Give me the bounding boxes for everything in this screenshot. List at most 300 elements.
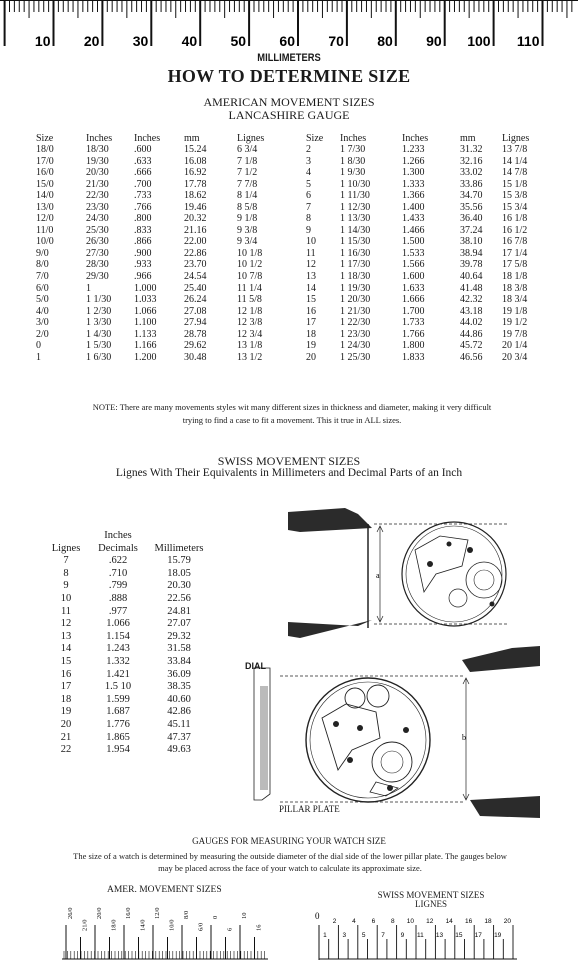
table-cell: 15 1/8: [502, 178, 528, 190]
gauge-label: 4: [352, 918, 356, 925]
table-row: [36, 259, 292, 271]
ruler-unit-label: MILLIMETERS: [257, 52, 321, 64]
table-cell: 7 1/8: [237, 155, 258, 167]
table-cell: 12 3/8: [237, 317, 263, 329]
table-cell: 10 7/8: [237, 271, 263, 283]
table-cell: 1 22/30: [340, 317, 371, 329]
gauge-label: 18/0: [110, 919, 118, 931]
american-heading: AMERICAN MOVEMENT SIZES: [203, 95, 375, 109]
table-cell: 16.92: [184, 167, 207, 179]
table-cell: 22.86: [184, 247, 207, 259]
table-cell: 1.633: [402, 282, 425, 294]
table-cell: .733: [134, 190, 152, 202]
table-cell: 1.000: [134, 282, 157, 294]
table-cell: 0: [36, 340, 41, 352]
table-cell: 31.58: [167, 643, 191, 655]
table-cell: 14 1/4: [502, 155, 528, 167]
amer-gauge-label: AMER. MOVEMENT SIZES: [107, 885, 222, 895]
table-cell: 44.86: [460, 328, 483, 340]
table-cell: 27.07: [167, 618, 191, 630]
table-row: [306, 317, 547, 329]
gauge-label: 12/0: [154, 907, 161, 919]
american-note: NOTE: There are many movements styles wit many different sizes in thickness and diameter, making it very difficult trying to find a case to fit a movement. This it true in ALL sizes.: [92, 402, 492, 425]
table-cell: 18.05: [167, 567, 191, 579]
table-cell: .700: [134, 178, 152, 190]
table-cell: 4/0: [36, 305, 49, 317]
table-cell: 1.599: [106, 693, 130, 705]
table-cell: 1.954: [106, 744, 130, 756]
table-row: [36, 144, 292, 156]
table-cell: 8: [306, 213, 311, 225]
table-row: [306, 167, 547, 179]
table-cell: 15.79: [167, 555, 191, 567]
table-row: [36, 340, 292, 352]
gauge-label: 3: [342, 932, 347, 939]
table-cell: 19 7/8: [502, 328, 528, 340]
table-cell: 1.033: [134, 294, 157, 306]
swiss-gauge: [305, 905, 535, 960]
gauge-label: 10: [406, 918, 414, 925]
table-cell: 16 1/2: [502, 224, 528, 236]
table-cell: 17 1/4: [502, 247, 528, 259]
table-cell: 9 3/4: [237, 236, 258, 248]
table-cell: 1.400: [402, 201, 425, 213]
table-row: [40, 618, 214, 631]
table-cell: 20: [306, 351, 316, 363]
swiss-gauge-label-1: SWISS MOVEMENT SIZES: [377, 890, 485, 900]
table-cell: 25/30: [86, 224, 109, 236]
table-row: [36, 225, 292, 237]
table-cell: 22/30: [86, 190, 109, 202]
table-cell: 9/0: [36, 247, 49, 259]
table-cell: 46.56: [460, 351, 483, 363]
column-header: Lignes: [237, 133, 265, 144]
table-cell: 1.800: [402, 340, 425, 352]
gauge-label: 26/0: [67, 907, 74, 919]
table-cell: 19: [60, 706, 72, 718]
table-row: [40, 681, 214, 694]
table-cell: 1.687: [106, 706, 130, 718]
table-cell: 1 21/30: [340, 305, 371, 317]
table-cell: 34.70: [460, 190, 483, 202]
table-cell: .600: [134, 144, 152, 155]
table-row: [40, 656, 214, 669]
table-cell: 3: [306, 155, 311, 167]
table-cell: 1.243: [106, 643, 130, 655]
table-cell: 9: [63, 580, 69, 592]
table-cell: 8: [63, 567, 69, 579]
table-cell: 1 13/30: [340, 213, 371, 225]
table-row: [306, 236, 547, 248]
table-cell: 1 17/30: [340, 259, 371, 271]
table-cell: 6/0: [36, 282, 49, 294]
gauge-label: 8/0: [183, 910, 190, 919]
table-cell: 1.433: [402, 213, 425, 225]
table-cell: 26.24: [184, 294, 207, 306]
gauge-label: 1: [323, 932, 327, 939]
table-cell: 33.86: [460, 178, 483, 190]
gauge-label: 20/0: [96, 907, 103, 919]
table-cell: 44.02: [460, 317, 483, 329]
table-cell: 16.08: [184, 155, 207, 167]
table-cell: 14: [306, 282, 316, 294]
gauge-label: 6: [371, 918, 376, 925]
table-row: [40, 580, 214, 593]
table-cell: 20: [60, 718, 72, 730]
table-cell: 1 20/30: [340, 294, 371, 306]
table-cell: 13/0: [36, 201, 54, 213]
table-row: [36, 213, 292, 225]
gauges-title: GAUGES FOR MEASURING YOUR WATCH SIZE: [192, 836, 386, 846]
table-cell: 28.78: [184, 328, 207, 340]
table-row: [40, 744, 214, 757]
gauge-label: 14: [445, 918, 453, 925]
american-sizes-table-left: [36, 133, 292, 363]
table-row: [36, 306, 292, 318]
table-cell: 27.08: [184, 305, 207, 317]
table-cell: 24.81: [167, 605, 191, 617]
table-cell: 12: [306, 259, 316, 271]
table-row: [36, 202, 292, 214]
movement-diagram: [240, 500, 578, 820]
table-cell: 19 1/8: [502, 305, 528, 317]
table-cell: 3/0: [36, 317, 49, 329]
ruler-number: 90: [426, 33, 442, 49]
table-cell: 1.766: [402, 328, 425, 340]
table-row: [306, 329, 547, 341]
american-sizes-table-right: [306, 133, 547, 363]
table-cell: 11: [306, 247, 316, 259]
table-cell: 1.833: [402, 351, 425, 363]
millimeter-ruler: [0, 0, 578, 52]
table-cell: 29.32: [167, 630, 191, 642]
gauge-label: 11: [416, 932, 424, 939]
table-cell: 23/30: [86, 201, 109, 213]
table-cell: 13 7/8: [502, 144, 528, 155]
table-cell: 15 3/4: [502, 201, 528, 213]
table-cell: 14 7/8: [502, 167, 528, 179]
table-row: [36, 352, 292, 364]
table-cell: 18 1/8: [502, 271, 528, 283]
table-cell: 17.78: [184, 178, 207, 190]
table-cell: 1.233: [402, 144, 425, 155]
gauge-label: 19: [494, 932, 502, 939]
table-cell: 1: [86, 282, 91, 294]
table-row: [40, 732, 214, 745]
table-row: [36, 190, 292, 202]
table-row: [36, 317, 292, 329]
ruler-number: 60: [279, 33, 295, 49]
table-cell: 18 3/4: [502, 294, 528, 306]
table-cell: 1 1/30: [86, 294, 112, 306]
table-row: [306, 202, 547, 214]
table-cell: 12 1/8: [237, 305, 263, 317]
table-row: [306, 213, 547, 225]
table-cell: .900: [134, 247, 152, 259]
table-cell: 21/30: [86, 178, 109, 190]
table-cell: 14/0: [36, 190, 54, 202]
gauge-label: 7: [381, 932, 385, 939]
table-cell: 15 3/8: [502, 190, 528, 202]
ruler-number: 30: [132, 33, 149, 49]
table-cell: 19/30: [86, 155, 109, 167]
table-cell: 33.02: [460, 167, 483, 179]
swiss-sizes-table: [40, 530, 214, 757]
table-cell: .622: [108, 555, 128, 567]
table-row: [36, 179, 292, 191]
table-cell: 42.86: [167, 706, 191, 718]
table-cell: 1: [36, 351, 41, 363]
table-cell: .633: [134, 155, 152, 167]
table-cell: .666: [134, 167, 152, 179]
ruler-number: 80: [377, 33, 393, 49]
table-cell: 1.421: [106, 668, 130, 680]
table-cell: 18: [60, 693, 72, 705]
table-cell: 1.366: [402, 190, 425, 202]
table-cell: 1 19/30: [340, 282, 371, 294]
gauge-label: 8: [390, 918, 395, 925]
amer-gauge: [60, 895, 270, 960]
table-cell: 35.56: [460, 201, 483, 213]
table-cell: 49.63: [167, 744, 191, 756]
table-row: [40, 631, 214, 644]
column-header: Inches: [86, 133, 113, 144]
table-cell: 24/30: [86, 213, 109, 225]
table-cell: 5/0: [36, 294, 49, 306]
large-movement-icon: [306, 678, 430, 802]
table-cell: .799: [108, 580, 128, 592]
table-cell: 17/0: [36, 155, 54, 167]
table-cell: 39.78: [460, 259, 483, 271]
table-row: [40, 643, 214, 656]
table-cell: 1 23/30: [340, 328, 371, 340]
table-cell: 40.60: [167, 693, 191, 705]
table-cell: 1.865: [106, 731, 130, 743]
table-cell: 21: [60, 731, 72, 743]
table-cell: .933: [134, 259, 152, 271]
gauge-label: 10: [241, 912, 248, 919]
table-cell: 36.40: [460, 213, 483, 225]
table-cell: 10 1/2: [237, 259, 263, 271]
table-cell: 21.16: [184, 224, 207, 236]
table-cell: 1 18/30: [340, 271, 371, 283]
gauge-zero: 0: [315, 911, 320, 921]
column-header: Inches: [402, 133, 429, 144]
ruler-number: 40: [181, 33, 198, 49]
table-row: [306, 259, 547, 271]
table-row: [36, 294, 292, 306]
ruler-number: 50: [230, 33, 247, 49]
table-cell: 1.200: [134, 351, 157, 363]
table-cell: 24.54: [184, 271, 207, 283]
case-section-bottom: [462, 646, 540, 818]
table-cell: 45.72: [460, 340, 483, 352]
ruler-number: 100: [467, 33, 491, 49]
table-cell: 5: [306, 178, 311, 190]
table-cell: 10: [60, 592, 72, 604]
table-row: [36, 236, 292, 248]
gauges-text: The size of a watch is determined by measuring the outside diameter of the dial side of the lower pillar plate. The gauges below may be placed across the face of your watch to calculate its approximate size.: [73, 851, 507, 873]
column-header: Lignes: [502, 133, 530, 144]
table-cell: .977: [108, 605, 128, 617]
table-cell: 1 15/30: [340, 236, 371, 248]
ruler-number: 20: [83, 33, 100, 49]
table-cell: 7 1/2: [237, 167, 258, 179]
table-cell: 1.5 10: [104, 681, 132, 693]
table-cell: 1.154: [106, 630, 130, 642]
table-cell: 19: [306, 340, 316, 352]
table-cell: 12 3/4: [237, 328, 263, 340]
table-row: [40, 694, 214, 707]
table-cell: 1.466: [402, 224, 425, 236]
table-cell: 47.37: [167, 731, 191, 743]
table-cell: .888: [108, 592, 128, 604]
table-cell: 9: [306, 224, 311, 236]
gauge-label: 14/0: [139, 919, 147, 931]
gauge-label: 5: [361, 932, 366, 939]
gauge-label: 6: [226, 927, 234, 931]
table-cell: 20 1/4: [502, 340, 528, 352]
table-cell: 1.733: [402, 317, 425, 329]
table-cell: 11/0: [36, 224, 54, 236]
table-row: [36, 329, 292, 341]
gauge-label: 9: [400, 932, 405, 939]
table-cell: 22: [60, 744, 72, 756]
table-cell: 12: [60, 618, 72, 630]
table-cell: 38.10: [460, 236, 483, 248]
table-cell: 32.16: [460, 155, 483, 167]
gauge-label: 21/0: [81, 919, 89, 931]
table-cell: 12/0: [36, 213, 54, 225]
table-cell: 1.332: [106, 655, 130, 667]
table-row: [36, 248, 292, 260]
table-cell: 40.64: [460, 271, 483, 283]
swiss-title: SWISS MOVEMENT SIZES: [217, 454, 361, 468]
table-cell: .866: [134, 236, 152, 248]
table-cell: 42.32: [460, 294, 483, 306]
table-cell: 15: [60, 655, 72, 667]
table-cell: 41.48: [460, 282, 483, 294]
table-cell: 7/0: [36, 271, 49, 283]
table-cell: 45.11: [167, 718, 191, 730]
table-cell: 18: [306, 328, 316, 340]
table-cell: 7: [306, 201, 311, 213]
table-cell: 1 3/30: [86, 317, 112, 329]
table-row: [306, 271, 547, 283]
table-cell: 10: [306, 236, 316, 248]
table-row: [306, 190, 547, 202]
ruler-number: 110: [516, 33, 540, 49]
gauge-label: 16/0: [125, 907, 132, 919]
table-cell: 38.94: [460, 247, 483, 259]
table-cell: 29/30: [86, 271, 109, 283]
table-cell: 33.84: [167, 655, 191, 667]
gauge-label: 0: [212, 915, 219, 919]
gauge-label: 16: [255, 924, 263, 931]
ruler-numbers: [35, 33, 540, 49]
table-cell: 11 5/8: [237, 294, 262, 306]
table-cell: 1 11/30: [340, 190, 370, 202]
gauge-label: 13: [435, 932, 444, 939]
column-header: Inches: [340, 133, 367, 144]
table-cell: 1 10/30: [340, 178, 371, 190]
table-cell: 23.70: [184, 259, 207, 271]
gauge-label: 12: [426, 918, 434, 925]
table-cell: 11: [60, 605, 72, 617]
column-header: Millimeters: [154, 542, 204, 554]
table-cell: 13: [60, 630, 72, 642]
table-cell: 9 3/8: [237, 224, 258, 236]
table-cell: 13 1/2: [237, 351, 263, 363]
column-header: Lignes: [51, 542, 81, 554]
table-row: [306, 179, 547, 191]
table-cell: 10/0: [36, 236, 54, 248]
ruler-number: 70: [328, 33, 344, 49]
table-cell: 14: [60, 643, 72, 655]
table-cell: 27.94: [184, 317, 207, 329]
column-header: Size: [36, 133, 54, 144]
table-cell: 1.133: [134, 328, 157, 340]
table-cell: 30.48: [184, 351, 207, 363]
table-cell: 1 8/30: [340, 155, 366, 167]
table-cell: 9 1/8: [237, 213, 258, 225]
table-row: [306, 144, 547, 156]
table-cell: .966: [134, 271, 152, 283]
gauge-label: 15: [455, 932, 463, 939]
table-cell: 11 1/4: [237, 282, 262, 294]
table-row: [36, 167, 292, 179]
table-row: [306, 294, 547, 306]
table-cell: 10 1/8: [237, 247, 263, 259]
table-row: [306, 156, 547, 168]
table-cell: 1.100: [134, 317, 157, 329]
table-cell: 29.62: [184, 340, 207, 352]
table-cell: 1.266: [402, 155, 425, 167]
table-cell: 2/0: [36, 328, 49, 340]
table-cell: 22.56: [167, 592, 191, 604]
table-cell: 25.40: [184, 282, 207, 294]
table-row: [40, 606, 214, 619]
table-cell: 1.500: [402, 236, 425, 248]
table-cell: 27/30: [86, 247, 109, 259]
table-cell: 1.776: [106, 718, 130, 730]
case-section-top: [288, 508, 372, 638]
table-cell: 16 7/8: [502, 236, 528, 248]
table-cell: 1 4/30: [86, 328, 112, 340]
dim-label-b: b: [462, 733, 466, 742]
table-cell: 17: [306, 317, 316, 329]
table-cell: 6 3/4: [237, 144, 258, 155]
table-cell: 20/30: [86, 167, 109, 179]
table-row: [40, 669, 214, 682]
table-cell: 1.066: [134, 305, 157, 317]
small-movement-icon: [402, 522, 506, 626]
table-cell: 1 16/30: [340, 247, 371, 259]
swiss-inches-header: Inches: [104, 530, 132, 541]
table-cell: .833: [134, 224, 152, 236]
table-cell: 15: [306, 294, 316, 306]
table-row: [40, 719, 214, 732]
table-cell: 20.32: [184, 213, 207, 225]
table-cell: 1 9/30: [340, 167, 366, 179]
gauge-label: 2: [332, 918, 337, 925]
table-row: [306, 248, 547, 260]
table-row: [40, 706, 214, 719]
table-cell: 13 1/8: [237, 340, 263, 352]
table-cell: 15.24: [184, 144, 207, 155]
table-cell: .710: [108, 567, 128, 579]
table-cell: .766: [134, 201, 152, 213]
